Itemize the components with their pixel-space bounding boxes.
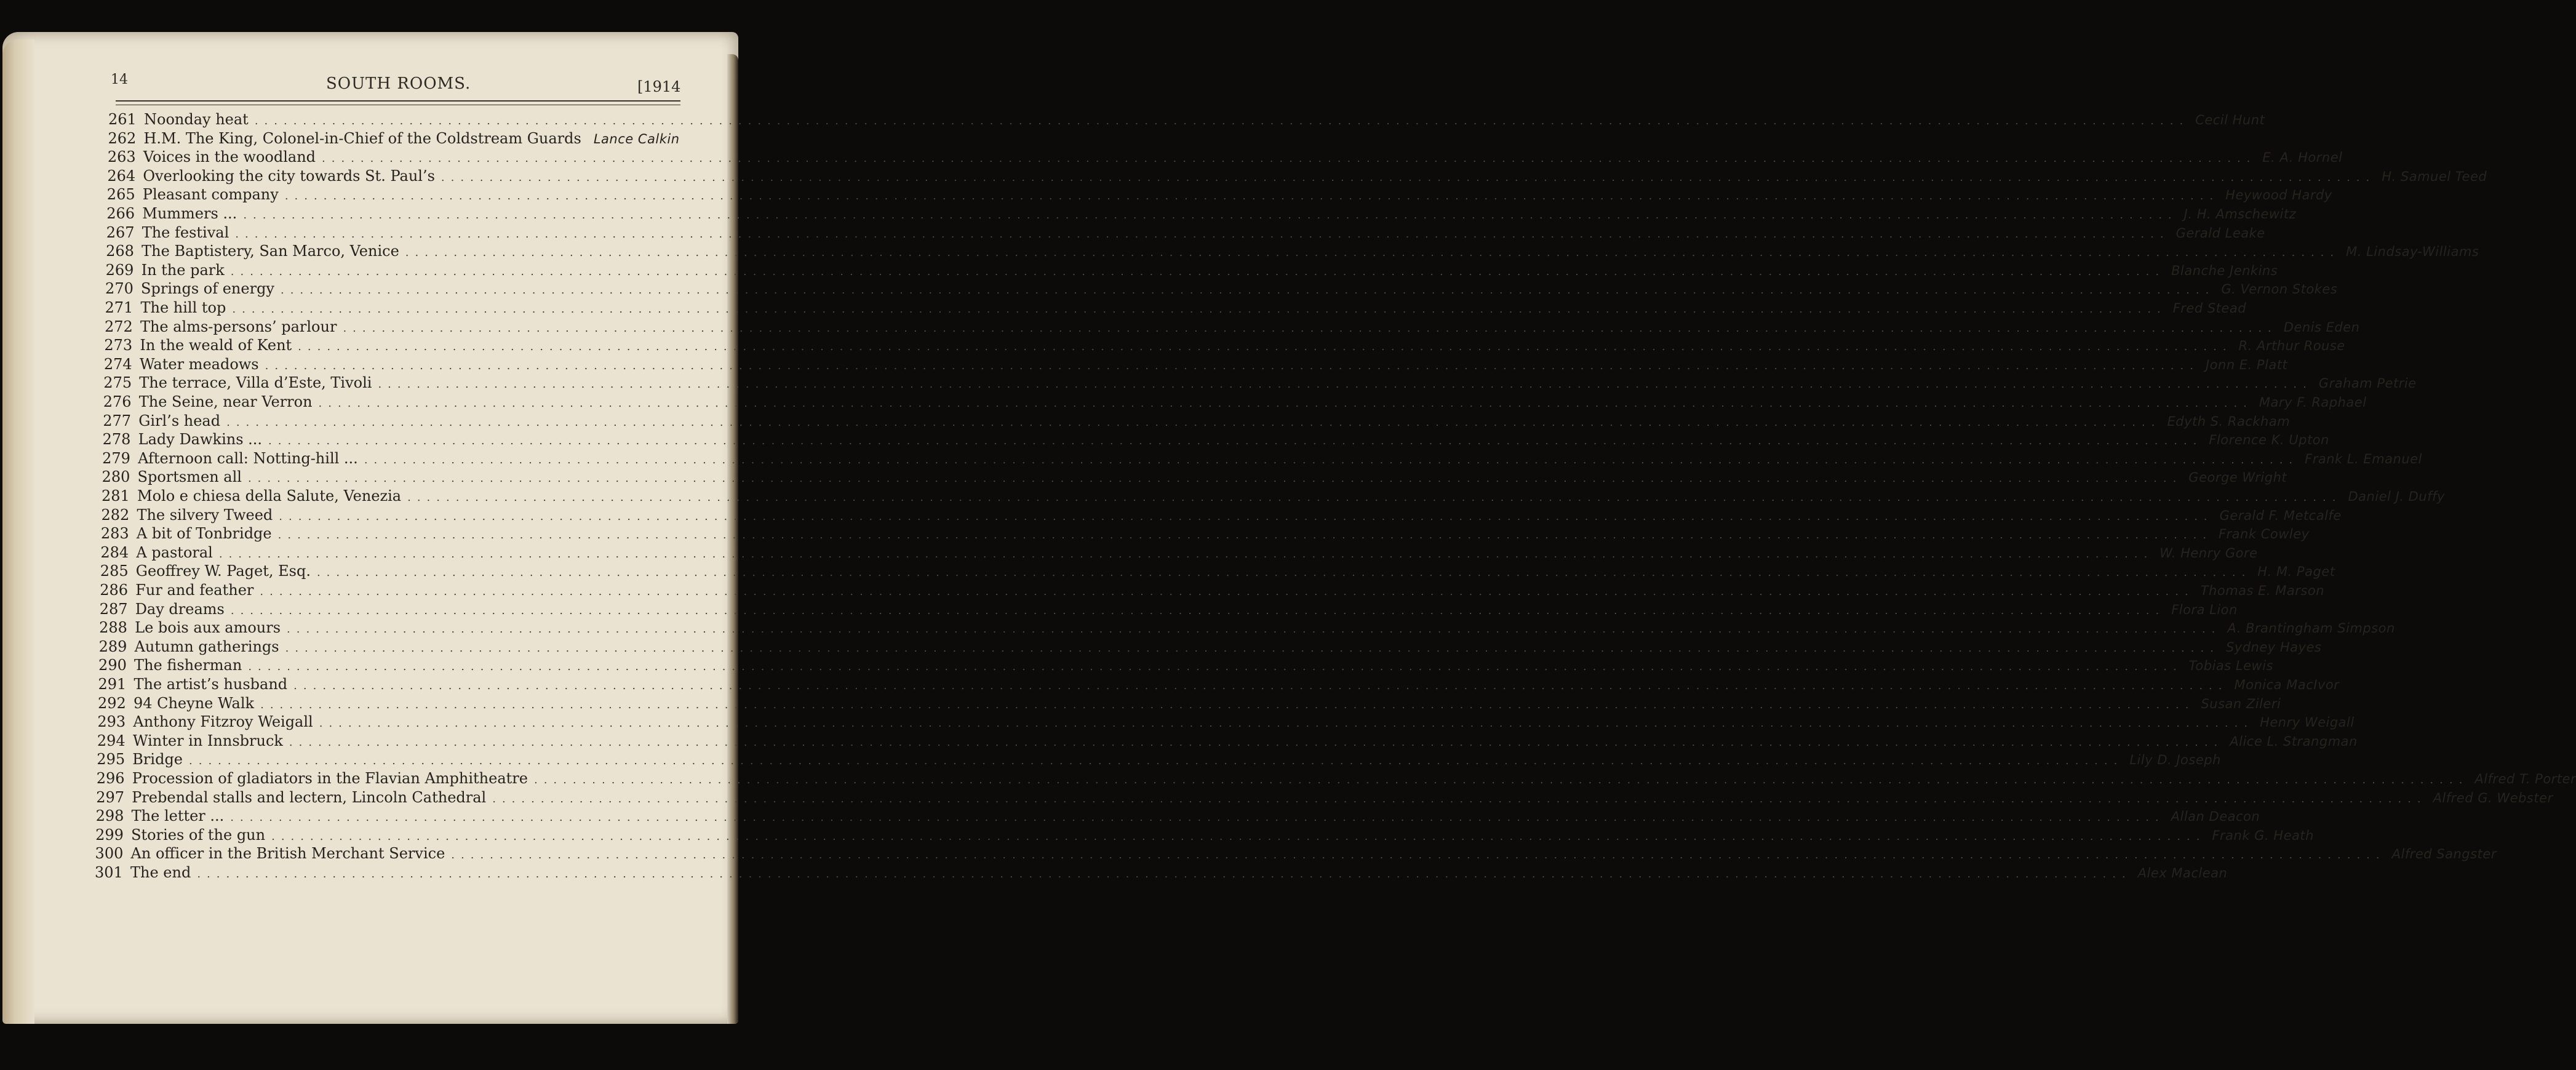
entry-artist: H. Samuel Teed: [2382, 169, 2487, 184]
entry-number: 294: [97, 732, 126, 749]
leader-dots: ........................................................................................................................................................................................................: [492, 792, 2427, 805]
entry-title: 94 Cheyne Walk: [133, 694, 255, 712]
entry-number: 300: [95, 845, 124, 863]
entry-title: In the weald of Kent: [140, 337, 292, 354]
entry-number: 279: [102, 449, 130, 467]
catalogue-entry: [98, 637, 2322, 658]
catalogue-entry: [101, 506, 2342, 526]
catalogue-entry: [104, 337, 2345, 356]
catalogue-entry: [98, 676, 2340, 695]
entry-artist: Frank L. Emanuel: [2305, 451, 2422, 466]
leader-dots: ........................................................................................................................................................................................................: [271, 829, 2206, 843]
leader-dots: ........................................................................................................................................................................................................: [230, 604, 2166, 617]
entry-title: Afternoon call: Notting-hill ...: [138, 449, 358, 467]
catalogue-entry: [108, 129, 680, 150]
leader-dots: ........................................................................................................................................................................................................: [533, 773, 2469, 786]
catalogue-entry: [97, 713, 2355, 733]
entry-number: 290: [98, 657, 127, 674]
catalogue-entry: [96, 788, 2553, 808]
entry-artist: G. Vernon Stokes: [2221, 282, 2338, 297]
entry-artist: George Wright: [2188, 470, 2287, 485]
leader-dots: ........................................................................................................................................................................................................: [268, 434, 2203, 448]
catalogue-entry: [103, 412, 2291, 432]
catalogue-entry: [102, 487, 2445, 507]
leader-dots: ........................................................................................................................................................................................................: [285, 641, 2220, 655]
entry-artist: Sydney Hayes: [2225, 639, 2322, 655]
entry-title: Voices in the woodland: [143, 148, 316, 166]
leader-dots: ........................................................................................................................................................................................................: [364, 453, 2299, 466]
entry-artist: Thomas E. Marson: [2200, 583, 2324, 598]
entry-artist: Jonn E. Platt: [2205, 357, 2288, 372]
entry-artist: Heywood Hardy: [2225, 188, 2332, 203]
catalogue-entry: [103, 393, 2367, 413]
catalogue-entry: [99, 619, 2395, 639]
leader-dots: ........................................................................................................................................................................................................: [280, 284, 2215, 297]
catalogue-entry: [100, 562, 2335, 582]
entry-title: The letter ...: [131, 807, 225, 825]
entry-number: 299: [95, 826, 124, 844]
catalogue-entry: [100, 543, 2258, 564]
entry-number: 277: [103, 412, 131, 429]
entry-artist: J. H. Amschewitz: [2183, 207, 2297, 222]
entry-title: Lady Dawkins ...: [138, 431, 263, 449]
catalogue-entry: [97, 751, 2221, 770]
entry-title: Water meadows: [139, 355, 259, 373]
entry-artist: Alex Maclean: [2137, 866, 2228, 880]
catalogue-entry: [106, 205, 2297, 225]
leader-dots: ........................................................................................................................................................................................................: [322, 152, 2257, 166]
entry-title: Girl’s head: [138, 412, 221, 429]
leader-dots: ........................................................................................................................................................................................................: [289, 735, 2224, 749]
entry-artist: Denis Eden: [2283, 319, 2360, 335]
catalogue-entry: [96, 770, 2576, 789]
catalogue-entry: [106, 186, 2332, 206]
leader-dots: ........................................................................................................................................................................................................: [230, 811, 2165, 824]
leader-dots: ........................................................................................................................................................................................................: [226, 415, 2161, 429]
entry-title: The festival: [142, 223, 229, 241]
leader-dots: ........................................................................................................................................................................................................: [407, 491, 2342, 504]
entry-title: Le bois aux amours: [135, 619, 281, 637]
entry-title: Geoffrey W. Paget, Esq.: [135, 562, 311, 580]
entry-title: In the park: [141, 261, 225, 279]
entry-title: The hill top: [140, 299, 226, 316]
catalogue-entry: [95, 807, 2260, 827]
entry-artist: Alfred Sangster: [2391, 847, 2497, 862]
catalogue-entry: [100, 581, 2324, 601]
leader-dots: ........................................................................................................................................................................................................: [343, 321, 2278, 335]
year-label: [1914: [637, 78, 681, 95]
leader-dots: ........................................................................................................................................................................................................: [230, 265, 2166, 278]
leader-dots: ........................................................................................................................................................................................................: [189, 754, 2124, 768]
entry-number: 266: [106, 205, 135, 222]
entry-title: Mummers ...: [142, 205, 237, 222]
catalogue-entry: [107, 148, 2343, 168]
entry-number: 262: [108, 129, 137, 147]
leader-dots: ........................................................................................................................................................................................................: [277, 529, 2212, 542]
entry-artist: Lance Calkin: [593, 131, 680, 146]
entry-artist: Gerald Leake: [2175, 225, 2265, 241]
entry-artist: Mary F. Raphael: [2259, 395, 2367, 410]
entry-number: 284: [100, 543, 129, 561]
entry-number: 282: [101, 506, 130, 524]
entry-title: The terrace, Villa d’Este, Tivoli: [139, 374, 372, 392]
entry-title: An officer in the British Merchant Service: [130, 845, 445, 863]
catalogue-entry: [99, 600, 2238, 620]
catalogue-list: [0, 111, 2576, 898]
entry-title: Sportsmen all: [137, 468, 242, 486]
leader-dots: ........................................................................................................................................................................................................: [279, 509, 2214, 523]
catalogue-entry: [100, 525, 2310, 545]
entry-number: 293: [97, 713, 126, 731]
leader-dots: ........................................................................................................................................................................................................: [319, 717, 2254, 730]
entry-artist: Monica MacIvor: [2234, 677, 2340, 692]
entry-artist: Tobias Lewis: [2188, 658, 2273, 674]
entry-artist: Alice L. Strangman: [2230, 733, 2358, 749]
entry-number: 286: [100, 581, 129, 599]
entry-title: Autumn gatherings: [134, 637, 279, 655]
entry-artist: E. A. Hornel: [2262, 150, 2343, 166]
leader-dots: ........................................................................................................................................................................................................: [254, 114, 2190, 127]
catalogue-entry: [106, 223, 2265, 244]
entry-artist: R. Arthur Rouse: [2238, 338, 2345, 354]
leader-dots: ........................................................................................................................................................................................................: [235, 227, 2170, 241]
entry-number: 263: [107, 148, 136, 166]
entry-artist: Alfred T. Porter: [2474, 772, 2576, 786]
entry-artist: Flora Lion: [2171, 602, 2238, 617]
leader-dots: ........................................................................................................................................................................................................: [293, 679, 2228, 692]
catalogue-entry: [95, 864, 2228, 884]
header-rule: [116, 100, 680, 102]
catalogue-entry: [102, 431, 2329, 450]
entry-title: The fisherman: [134, 657, 242, 674]
entry-artist: M. Lindsay-Williams: [2346, 244, 2479, 260]
entry-title: The artist’s husband: [134, 676, 288, 693]
entry-title: The silvery Tweed: [137, 506, 273, 524]
entry-artist: Frank Cowley: [2218, 527, 2310, 542]
entry-number: 271: [105, 299, 134, 316]
entry-artist: Fred Stead: [2172, 301, 2247, 316]
entry-number: 275: [103, 374, 132, 392]
leader-dots: ........................................................................................................................................................................................................: [260, 585, 2195, 598]
entry-number: 292: [97, 694, 126, 712]
entry-title: The end: [130, 864, 191, 881]
entry-number: 269: [105, 261, 134, 279]
entry-title: Fur and feather: [135, 581, 254, 599]
leader-dots: ........................................................................................................................................................................................................: [318, 397, 2253, 410]
entry-number: 280: [102, 468, 130, 486]
entry-artist: Florence K. Upton: [2209, 433, 2329, 448]
catalogue-entry: [105, 261, 2278, 281]
catalogue-entry: [103, 374, 2417, 394]
entry-number: 270: [105, 280, 134, 298]
catalogue-entry: [105, 280, 2338, 300]
entry-title: Anthony Fitzroy Weigall: [133, 713, 313, 731]
entry-artist: Graham Petrie: [2318, 376, 2417, 391]
catalogue-entry: [95, 826, 2314, 846]
leader-dots: ........................................................................................................................................................................................................: [287, 623, 2222, 636]
entry-title: Stories of the gun: [131, 826, 266, 844]
entry-artist: Lily D. Joseph: [2129, 753, 2221, 768]
catalogue-entry: [108, 111, 2265, 130]
entry-number: 296: [96, 770, 125, 787]
leader-dots: ........................................................................................................................................................................................................: [248, 660, 2183, 674]
entry-title: Overlooking the city towards St. Paul’s: [143, 167, 435, 185]
entry-number: 276: [103, 393, 132, 410]
entry-title: Pleasant company: [142, 186, 279, 204]
entry-number: 297: [96, 788, 124, 806]
entry-artist: Susan Zileri: [2201, 696, 2281, 711]
catalogue-entry: [97, 732, 2358, 752]
entry-number: 265: [106, 186, 135, 204]
entry-number: 283: [100, 525, 129, 543]
entry-title: Springs of energy: [141, 280, 274, 298]
entry-number: 287: [99, 600, 128, 618]
leader-dots: ........................................................................................................................................................................................................: [405, 246, 2340, 260]
entry-artist: Cecil Hunt: [2195, 113, 2265, 127]
entry-title: Noonday heat: [144, 111, 249, 128]
catalogue-entry: [107, 167, 2487, 187]
entry-number: 301: [95, 864, 123, 881]
catalogue-entry: [97, 694, 2281, 714]
entry-artist: Alfred G. Webster: [2433, 790, 2553, 805]
running-title: SOUTH ROOMS.: [326, 74, 471, 93]
entry-artist: Daniel J. Duffy: [2348, 489, 2445, 504]
leader-dots: ........................................................................................................................................................................................................: [232, 303, 2167, 316]
entry-artist: A. Brantingham Simpson: [2227, 621, 2395, 636]
entry-artist: Frank G. Heath: [2212, 828, 2314, 843]
entry-artist: H. M. Paget: [2257, 564, 2335, 580]
catalogue-entry: [103, 355, 2288, 375]
entry-title: Procession of gladiators in the Flavian Amphitheatre: [132, 770, 528, 787]
entry-title: The alms-persons’ parlour: [140, 317, 337, 335]
entry-artist: W. Henry Gore: [2159, 545, 2258, 561]
entry-title: Molo e chiesa della Salute, Venezia: [137, 487, 402, 505]
entry-number: 291: [98, 676, 127, 693]
entry-number: 261: [108, 111, 137, 128]
catalogue-entry: [106, 242, 2479, 262]
leader-dots: ........................................................................................................................................................................................................: [260, 698, 2195, 711]
leader-dots: ........................................................................................................................................................................................................: [247, 472, 2183, 485]
entry-number: 267: [106, 223, 135, 241]
entry-title: H.M. The King, Colonel-in-Chief of the Coldstream Guards: [143, 129, 581, 147]
catalogue-entry: [102, 449, 2422, 469]
entry-number: 281: [102, 487, 130, 505]
entry-title: Prebendal stalls and lectern, Lincoln Cathedral: [132, 788, 487, 806]
leader-dots: ........................................................................................................................................................................................................: [378, 378, 2313, 391]
entry-title: Winter in Innsbruck: [132, 732, 283, 749]
entry-artist: Gerald F. Metcalfe: [2219, 508, 2342, 523]
entry-title: The Baptistery, San Marco, Venice: [142, 242, 399, 260]
page-header: [0, 0, 738, 111]
leader-dots: ........................................................................................................................................................................................................: [265, 359, 2199, 372]
entry-number: 272: [104, 317, 133, 335]
entry-number: 278: [102, 431, 131, 449]
catalogue-entry: [98, 657, 2273, 676]
catalogue-entry: [105, 299, 2247, 319]
entry-number: 268: [106, 242, 134, 260]
catalogue-entry: [95, 845, 2497, 864]
leader-dots: ........................................................................................................................................................................................................: [316, 566, 2252, 580]
entry-artist: Allan Deacon: [2171, 809, 2260, 824]
entry-number: 285: [100, 562, 129, 580]
entry-artist: Edyth S. Rackham: [2167, 413, 2291, 429]
leader-dots: ........................................................................................................................................................................................................: [284, 190, 2220, 203]
leader-dots: ........................................................................................................................................................................................................: [218, 547, 2154, 561]
leader-dots: ........................................................................................................................................................................................................: [243, 209, 2178, 222]
entry-title: Day dreams: [135, 600, 225, 618]
entry-number: 298: [95, 807, 124, 825]
entry-number: 273: [104, 337, 133, 354]
entry-title: A bit of Tonbridge: [136, 525, 272, 543]
entry-number: 288: [99, 619, 127, 637]
entry-title: The Seine, near Verron: [138, 393, 313, 410]
entry-title: A pastoral: [136, 543, 213, 561]
entry-number: 264: [107, 167, 136, 185]
entry-title: Bridge: [132, 751, 183, 769]
entry-number: 274: [103, 355, 132, 373]
catalogue-entry: [102, 468, 2287, 488]
leader-dots: ........................................................................................................................................................................................................: [298, 340, 2233, 354]
entry-number: 295: [97, 751, 126, 769]
entry-number: 289: [98, 637, 127, 655]
catalogue-entry: [104, 317, 2360, 338]
page-number: 14: [111, 72, 128, 87]
entry-artist: Blanche Jenkins: [2171, 263, 2278, 278]
leader-dots: ........................................................................................................................................................................................................: [441, 170, 2376, 184]
entry-artist: Henry Weigall: [2260, 715, 2355, 730]
leader-dots: ........................................................................................................................................................................................................: [451, 848, 2386, 862]
leader-dots: ........................................................................................................................................................................................................: [197, 868, 2132, 880]
